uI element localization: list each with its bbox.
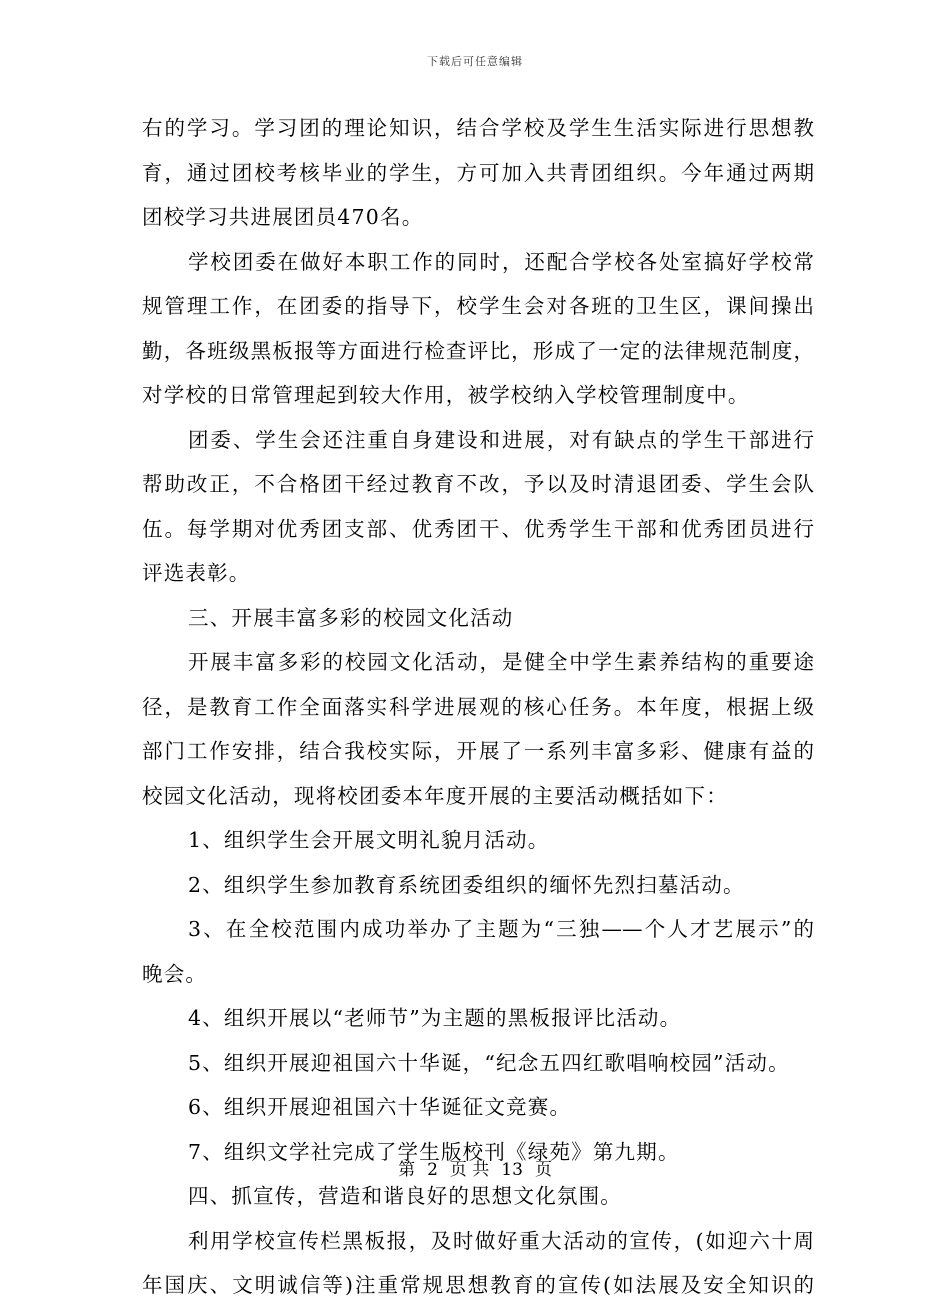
footer-total-pages: 13 (501, 1160, 523, 1180)
body-line-16: 校园文化活动，现将校团委本年度开展的主要活动概括如下： (142, 783, 728, 808)
list-item-4: 4、组织开展以“老师节”为主题的黑板报评比活动。 (188, 1006, 682, 1030)
list-item-3-continued: 晚会。 (142, 961, 208, 986)
page-header-note: 下载后可任意编辑 (427, 55, 523, 68)
footer-mid: 页 共 (449, 1160, 490, 1180)
body-line-27: 年国庆、文明诚信等)注重常规思想教育的宣传(如法展及安全知识的 (142, 1273, 814, 1297)
list-item-1: 1、组织学生会开展文明礼貌月活动。 (188, 828, 550, 852)
body-line-10: 伍。每学期对优秀团支部、优秀团干、优秀学生干部和优秀团员进行 (142, 516, 814, 541)
body-line-2: 育，通过团校考核毕业的学生，方可加入共青团组织。今年通过两期 (142, 160, 814, 185)
body-line-4: 学校团委在做好本职工作的同时，还配合学校各处室搞好学校常 (188, 249, 814, 274)
body-line-5: 规管理工作，在团委的指导下，校学生会对各班的卫生区，课间操出 (142, 294, 814, 318)
page-footer (0, 1155, 950, 1180)
body-line-15: 部门工作安排，结合我校实际，开展了一系列丰富多彩、健康有益的 (142, 739, 814, 763)
list-item-2: 2、组织学生参加教育系统团委组织的缅怀先烈扫墓活动。 (188, 872, 745, 897)
body-line-26: 利用学校宣传栏黑板报，及时做好重大活动的宣传，(如迎六十周 (188, 1228, 814, 1253)
body-line-7: 对学校的日常管理起到较大作用，被学校纳入学校管理制度中。 (142, 383, 750, 407)
section-heading-4: 四、抓宣传，营造和谐良好的思想文化氛围。 (188, 1184, 622, 1208)
body-line-11: 评选表彰。 (142, 561, 251, 585)
section-heading-3: 三、开展丰富多彩的校园文化活动 (188, 605, 514, 630)
body-line-13: 开展丰富多彩的校园文化活动，是健全中学生素养结构的重要途 (188, 650, 814, 674)
list-item-3: 3、在全校范围内成功举办了主题为“三独——个人才艺展示”的 (188, 917, 814, 941)
footer-page-number: 2 (427, 1160, 438, 1180)
body-line-1: 右的学习。学习团的理论知识，结合学校及学生生活实际进行思想教 (142, 116, 814, 140)
list-item-7: 7、组织文学社完成了学生版校刊《绿苑》第九期。 (188, 1139, 680, 1164)
body-line-14: 径，是教育工作全面落实科学进展观的核心任务。本年度，根据上级 (142, 694, 814, 719)
footer-prefix: 第 (398, 1160, 416, 1180)
list-item-5: 5、组织开展迎祖国六十华诞，“纪念五四红歌唱响校园”活动。 (188, 1050, 790, 1075)
body-line-6: 勤，各班级黑板报等方面进行检查评比，形成了一定的法律规范制度， (142, 338, 814, 363)
body-line-3: 团校学习共进展团员470名。 (142, 205, 424, 229)
document-body (142, 106, 814, 1308)
body-line-9: 帮助改正，不合格团干经过教育不改，予以及时清退团委、学生会队 (142, 472, 814, 496)
footer-suffix: 页 (534, 1160, 552, 1180)
list-item-6: 6、组织开展迎祖国六十华诞征文竞赛。 (188, 1095, 572, 1119)
body-line-8: 团委、学生会还注重自身建设和进展，对有缺点的学生干部进行 (188, 427, 814, 452)
